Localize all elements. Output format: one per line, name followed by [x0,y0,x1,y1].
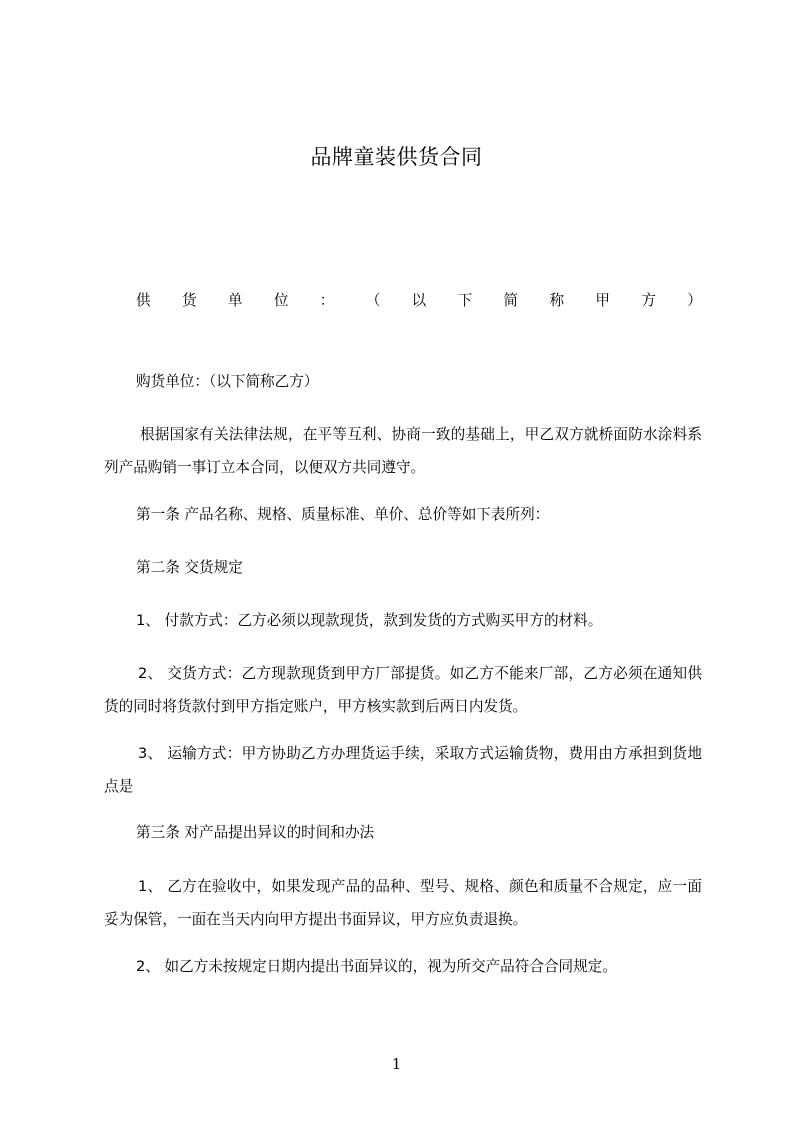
supplier-line [136,287,702,315]
supplier-char: ） [687,292,702,309]
article-2-item-1: 1、 付款方式：乙方必须以现款现货，款到发货的方式购买甲方的材料。 [136,612,603,629]
article-3-item-1: 1、 乙方在验收中，如果发现产品的品种、型号、规格、颜色和质量不合规定，应一面妥为保管，一面在当天内向甲方提出书面异议，甲方应负责退换。 [104,878,702,928]
supplier-char: 以 [411,292,427,309]
article-3-item-2: 2、 如乙方未按规定日期内提出书面异议的，视为所交产品符合合同规定。 [136,958,617,975]
article-3-heading: 第三条 对产品提出异议的时间和办法 [136,824,375,841]
supplier-char: 下 [457,292,473,309]
supplier-char: 货 [181,292,197,309]
supplier-char: 供 [136,292,151,309]
supplier-char: 称 [549,292,565,309]
supplier-char: （ [365,292,381,309]
article-2-item-2: 2、 交货方式：乙方现款现货到甲方厂部提货。如乙方不能来厂部，乙方必须在通知供货的同时将货款付到甲方指定账户，甲方核实款到后两日内发货。 [104,665,702,715]
article-2-heading: 第二条 交货规定 [136,559,243,576]
article-1-heading: 第一条 产品名称、规格、质量标准、单价、总价等如下表所列： [136,506,550,523]
page-number: 1 [391,1055,402,1073]
supplier-char: 单 [227,292,243,309]
preamble-paragraph: 根据国家有关法律法规，在平等互利、协商一致的基础上，甲乙双方就桥面防水涂料系列产品购销一事订立本合同，以便双方共同遵守。 [104,426,702,476]
supplier-char: 甲 [595,292,610,309]
contract-title: 品牌童装供货合同 [310,145,483,169]
supplier-char: 位 [273,292,289,309]
supplier-char: ： [319,292,335,309]
supplier-char: 简 [503,292,519,309]
supplier-char: 方 [641,292,656,309]
buyer-line: 购货单位：（以下简称乙方） [136,373,319,390]
article-2-item-3: 3、 运输方式：甲方协助乙方办理货运手续，采取方式运输货物，费用由方承担到货地点是 [104,745,702,795]
